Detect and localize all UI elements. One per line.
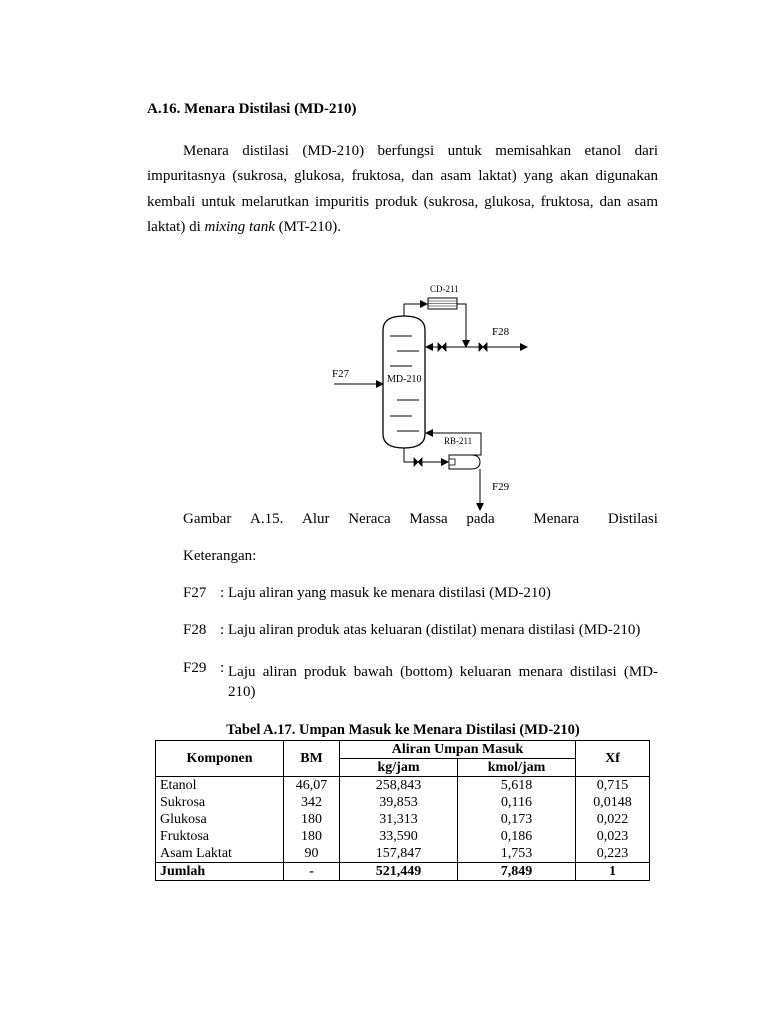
legend-text: Laju aliran yang masuk ke menara distilasi (MD-210) [228,585,551,601]
cell-komponen: Fruktosa [156,828,284,845]
cell-kmol: 0,173 [458,811,576,828]
cell-xf: 0,023 [576,828,650,845]
bottoms-line [404,448,448,462]
bottoms-valve [414,458,422,466]
header-kg-jam: kg/jam [340,759,458,777]
distillation-diagram [320,280,540,520]
table-row [156,794,650,811]
table-row [156,777,650,795]
paragraph-line-4-italic: mixing tank [204,218,275,235]
figure-caption [183,511,658,528]
cell-komponen: Sukrosa [156,794,284,811]
intro-paragraph [147,139,658,240]
legend-item-f29 [183,660,658,706]
paragraph-line-2: impuritasnya (sukrosa, glukosa, fruktosa, dan asam laktat) yang akan digunakan [147,168,658,185]
condenser-label: CD-211 [430,284,459,294]
legend-text-continued: 210) [228,684,256,700]
cell-xf: 0,223 [576,845,650,863]
legend-code: F28 [183,622,207,638]
cell-xf: 0,715 [576,777,650,795]
cell-komponen: Etanol [156,777,284,795]
legend-item-f28 [183,622,658,642]
legend-colon: : [220,622,225,638]
distillate-valve [479,343,487,351]
cell-bm: 342 [284,794,340,811]
paragraph-line-4b: (MT-210). [274,218,341,235]
cell-kmol: 5,618 [458,777,576,795]
condenser [428,298,457,309]
feed-label: F27 [332,368,350,380]
legend-heading: Keterangan: [183,548,257,564]
caption-word: pada [466,511,495,527]
caption-word: Menara [533,511,580,527]
table-row [156,845,650,863]
cell-komponen: Jumlah [156,863,284,881]
caption-word: Massa [409,511,448,527]
cell-kg: 521,449 [340,863,458,881]
cell-kg: 258,843 [340,777,458,795]
table-total-row [156,863,650,881]
header-kmol-jam: kmol/jam [458,759,576,777]
column-label: MD-210 [387,374,422,385]
cell-komponen: Glukosa [156,811,284,828]
cell-bm: 180 [284,828,340,845]
cell-xf: 0,022 [576,811,650,828]
overhead-line [404,304,427,316]
condensate-line [457,304,466,347]
cell-komponen: Asam Laktat [156,845,284,863]
reboiler-label: RB-211 [444,436,473,446]
cell-xf: 1 [576,863,650,881]
table-row [156,811,650,828]
cell-bm: 180 [284,811,340,828]
table-row [156,828,650,845]
cell-kmol: 0,186 [458,828,576,845]
cell-kmol: 7,849 [458,863,576,881]
paragraph-line-3: kembali untuk melarutkan impuritis produk (sukrosa, glukosa, fruktosa, dan asam [147,193,658,210]
feed-table [155,740,650,881]
legend-code: F29 [183,660,207,676]
legend-code: F27 [183,585,207,601]
distillate-label: F28 [492,326,510,338]
table-title: Tabel A.17. Umpan Masuk ke Menara Distilasi (MD-210) [226,722,580,738]
header-xf: Xf [576,741,650,777]
legend-colon: : [220,660,225,676]
cell-kmol: 0,116 [458,794,576,811]
reboiler [449,455,480,469]
header-aliran-umpan: Aliran Umpan Masuk [340,741,576,759]
cell-bm: 46,07 [284,777,340,795]
cell-kg: 39,853 [340,794,458,811]
caption-word: Alur [302,511,330,527]
bottom-product-label: F29 [492,481,510,493]
cell-kg: 31,313 [340,811,458,828]
legend-item-f27 [183,585,658,605]
reflux-valve [438,343,446,351]
cell-kmol: 1,753 [458,845,576,863]
cell-bm: 90 [284,845,340,863]
legend-text: Laju aliran produk atas keluaran (distilat) menara distilasi (MD-210) [228,622,641,638]
paragraph-line-1: Menara distilasi (MD-210) berfungsi untuk memisahkan etanol dari [183,143,658,159]
legend-text: Laju aliran produk bawah (bottom) keluaran menara distilasi (MD- [228,664,658,680]
caption-word: Distilasi [607,511,658,527]
section-heading: A.16. Menara Distilasi (MD-210) [147,101,357,117]
legend-colon: : [220,585,225,601]
cell-kg: 157,847 [340,845,458,863]
cell-kg: 33,590 [340,828,458,845]
paragraph-line-4a: laktat) di [147,218,205,235]
caption-word: Neraca [348,511,391,527]
header-bm: BM [284,741,340,777]
cell-bm: - [284,863,340,881]
caption-word: Gambar [183,511,232,527]
header-komponen: Komponen [156,741,284,777]
cell-xf: 0,0148 [576,794,650,811]
caption-word: A.15. [250,511,284,527]
